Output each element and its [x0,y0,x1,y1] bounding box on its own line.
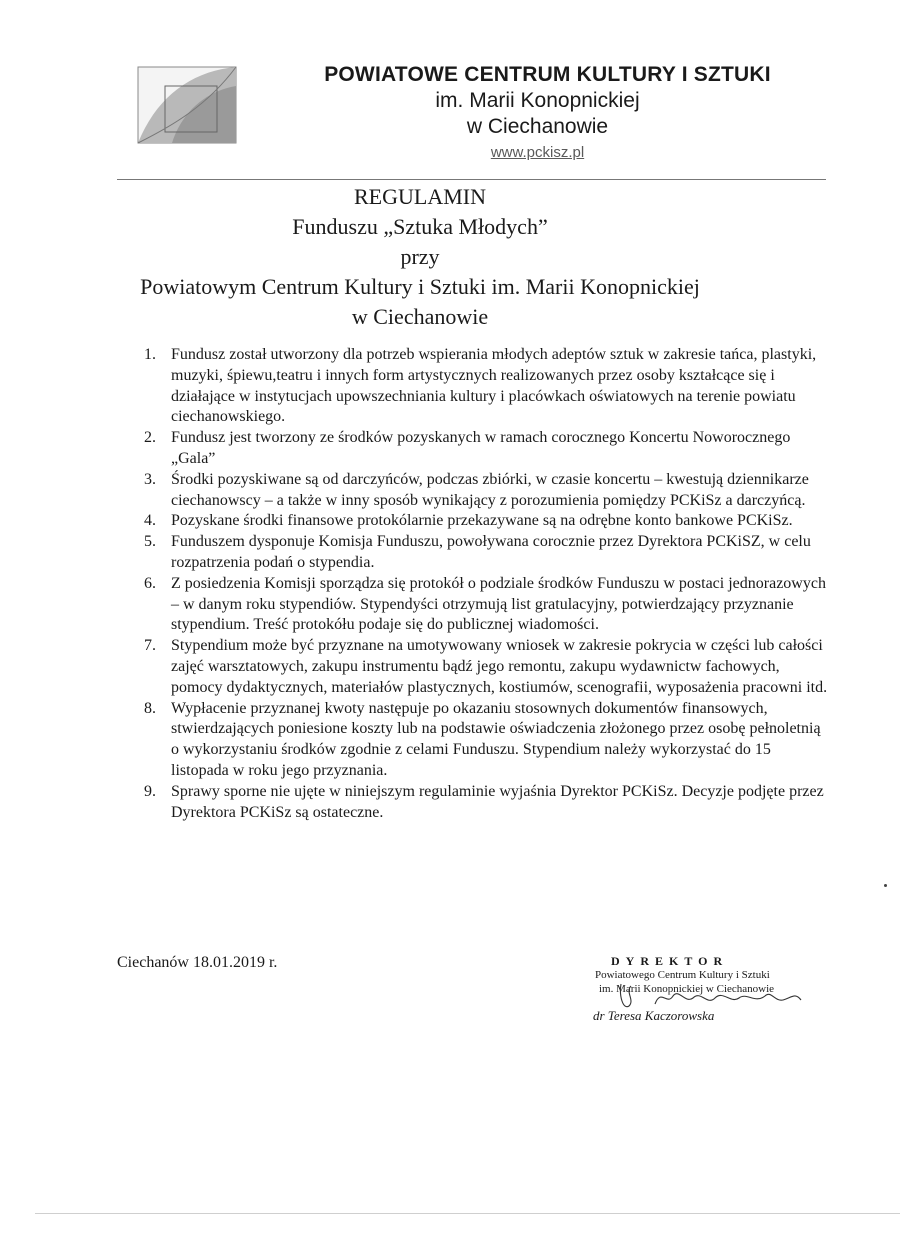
item-number: 5. [144,533,156,551]
regulation-item [138,428,828,470]
document-title [110,182,730,332]
item-number: 7. [144,637,156,655]
regulations-list [138,345,828,823]
item-text: Funduszem dysponuje Komisja Funduszu, powoływana corocznie przez Dyrektora PCKiSZ, w celu rozpatrzenia podań o stypendia. [171,533,811,571]
page-bottom-edge [35,1213,900,1214]
item-text: Stypendium może być przyznane na umotywowany wniosek w zakresie pokrycia w części lub całości zajęć warsztatowych, zakupu instrumentu bądź jego remontu, zakupu wydawnictw fachowych, pomocy dydaktycznych, materiałów plastycznych, kostiumów, scenografii, wyposażenia pracowni itd. [171,637,828,696]
scan-artifact-dot [884,884,887,887]
place-and-date: Ciechanów 18.01.2019 r. [117,954,278,971]
item-number: 1. [144,346,156,363]
item-text: Fundusz jest tworzony ze środków pozyskanych w ramach corocznego Koncertu Noworocznego „Gala” [171,429,791,467]
item-number: 9. [144,782,156,800]
item-number: 3. [144,470,156,488]
item-number: 4. [144,512,156,530]
item-number: 8. [144,699,156,717]
stamp-line-2: im. Marii Konopnickiej w Ciechanowie [599,983,775,995]
organization-header [250,62,820,164]
item-number: 6. [144,574,156,592]
title-line-1: REGULAMIN [354,184,486,209]
organization-patron: im. Marii Konopnickiej [435,89,640,112]
item-text: Z posiedzenia Komisji sporządza się protokół o podziale środków Funduszu w postaci jednorazowych – w danym roku stypendiów. Stypendyści otrzymują list gratulacyjny, potwierdzający przyznanie stypendium. Treść protokółu podaje się do publicznej wiadomości. [171,574,826,634]
organization-name: POWIATOWE CENTRUM KULTURY I SZTUKI [324,63,771,86]
title-line-2: Funduszu „Sztuka Młodych” [292,214,548,239]
title-line-5: w Ciechanowie [351,304,489,329]
regulation-item [138,699,828,782]
regulation-item [138,782,828,824]
organization-website-link[interactable]: www.pckisz.pl [490,144,585,161]
signatory-role: DYREKTOR [611,954,729,968]
regulation-item [138,511,828,532]
director-signature-stamp [585,952,815,1037]
title-line-3: przy [400,244,440,269]
item-number: 2. [144,429,156,447]
signatory-name: dr Teresa Kaczorowska [593,1008,715,1023]
stamp-line-1: Powiatowego Centrum Kultury i Sztuki [595,969,770,981]
regulation-item [138,345,828,428]
regulation-item [138,574,828,636]
title-line-4: Powiatowym Centrum Kultury i Sztuki im. Marii Konopnickiej [140,274,700,299]
item-text: Wypłacenie przyznanej kwoty następuje po okazaniu stosownych dokumentów finansowych, stwierdzających poniesione koszty lub na podstawie oświadczenia złożonego przez osobę pełnoletnią o wykorzystaniu środków zgodnie z celami Funduszu. Stypendium należy wykorzystać do 15 listopada w roku jego przyznania. [171,699,821,779]
regulation-item [138,470,828,512]
item-text: Sprawy sporne nie ujęte w niniejszym regulaminie wyjaśnia Dyrektor PCKiSz. Decyzje podjęte przez Dyrektora PCKiSz są ostateczne. [171,782,824,821]
organization-city: w Ciechanowie [466,115,609,138]
item-text: Fundusz został utworzony dla potrzeb wspierania młodych adeptów sztuk w zakresie tańca, plastyki, muzyki, śpiewu,teatru i innych form artystycznych realizowanych przez osoby kształcące się i działające w instytucjach upowszechniania kultury i placówkach oświatowych na terenie powiatu ciechanowskiego. [171,346,817,426]
organization-logo [137,66,237,144]
regulation-item [138,636,828,698]
item-text: Środki pozyskiwane są od darczyńców, podczas zbiórki, w czasie koncertu – kwestują dziennikarze ciechanowscy – a także w inny sposób wynikający z porozumienia pomiędzy PCKiSz a darczyńcą. [171,470,809,509]
header-divider [117,179,826,180]
item-text: Pozyskane środki finansowe protokólarnie przekazywane są na odrębne konto bankowe PCKiSz. [171,512,793,530]
regulation-item [138,532,828,574]
